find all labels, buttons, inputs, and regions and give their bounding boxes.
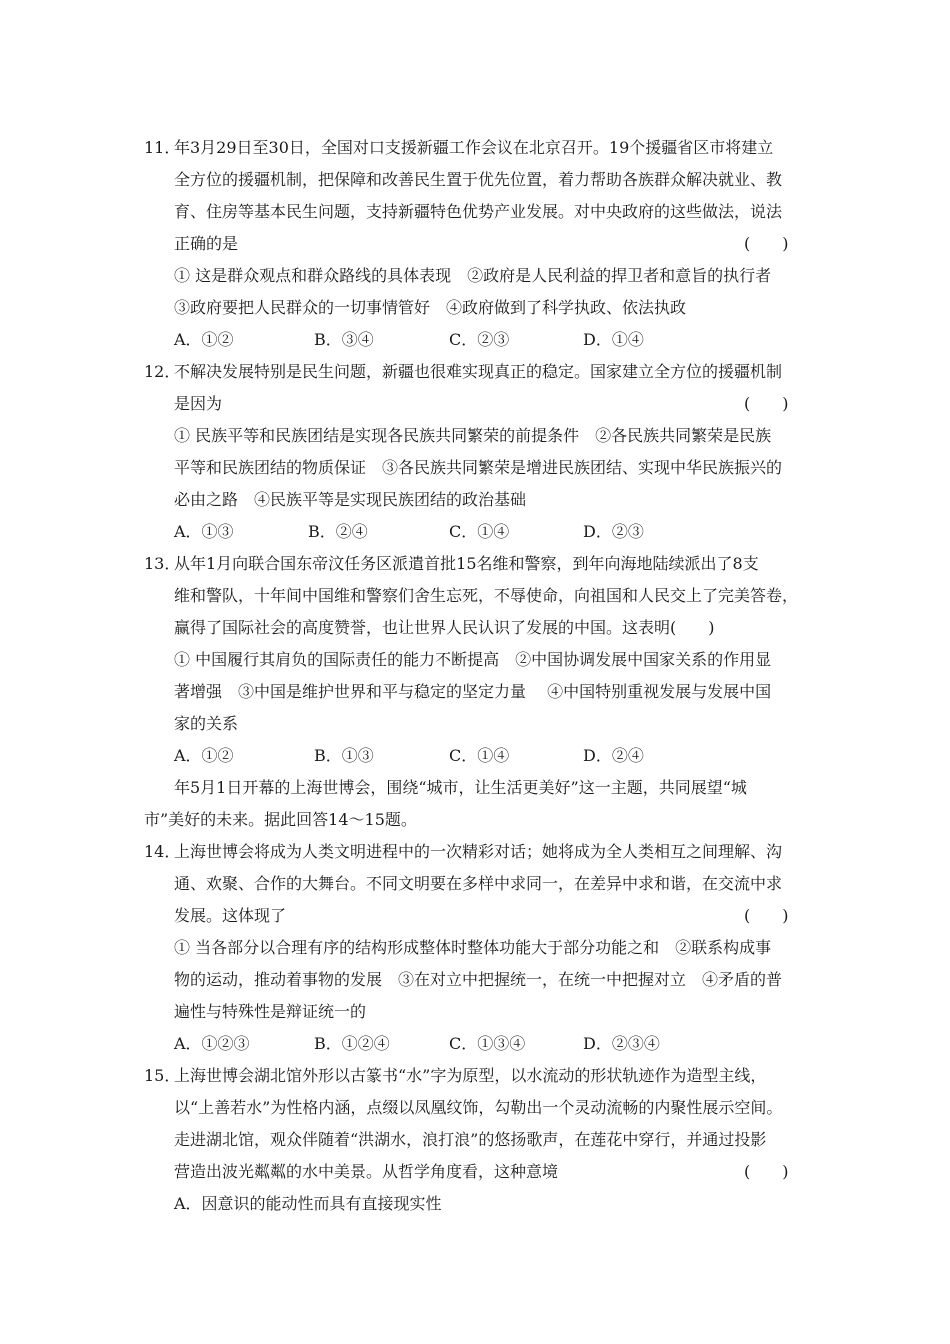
question-15-option-a: A．因意识的能动性而具有直接现实性 [174, 1194, 442, 1213]
question-13-option-d: D．②④ [583, 746, 644, 765]
question-12-option-b: B．②④ [308, 522, 368, 541]
question-13-number: 13． [144, 554, 181, 573]
question-13-line-2: 维和警队，十年间中国维和警察们舍生忘死，不辱使命，向祖国和人民交上了完美答卷， [174, 586, 799, 605]
question-14-line-3: 发展。这体现了 [174, 906, 287, 925]
question-11-line-2: 全方位的援疆机制，把保障和改善民生置于优先位置，着力帮助各族群众解决就业、教 [174, 170, 783, 189]
question-13-statement-3: 家的关系 [174, 714, 239, 733]
question-11-statement-1: ① 这是群众观点和群众路线的具体表现 ②政府是人民利益的捍卫者和意旨的执行者 [174, 266, 772, 285]
question-14-number: 14． [144, 842, 181, 861]
question-14-statement-2: 物的运动，推动着事物的发展 ③在对立中把握统一，在统一中把握对立 ④矛盾的普 [174, 970, 783, 989]
question-11-statement-2: ③政府要把人民群众的一切事情管好 ④政府做到了科学执政、依法执政 [174, 298, 687, 317]
question-11-option-b: B．③④ [314, 330, 374, 349]
question-13-option-c: C．①④ [449, 746, 510, 765]
question-11-option-c: C．②③ [449, 330, 510, 349]
question-11-line-3: 育、住房等基本民生问题，支持新疆特色优势产业发展。对中央政府的这些做法，说法 [174, 202, 783, 221]
question-14-option-c: C．①③④ [449, 1034, 526, 1053]
question-13-line-3: 赢得了国际社会的高度赞誉，也让世界人民认识了发展的中国。这表明( ) [174, 618, 715, 637]
question-12-option-d: D．②③ [583, 522, 644, 541]
intro-line-1: 年5月1日开幕的上海世博会，围绕“城市，让生活更美好”这一主题，共同展望“城 [174, 778, 747, 797]
question-11-answer-paren: ( ) [744, 234, 789, 253]
question-14-option-d: D．②③④ [583, 1034, 660, 1053]
question-15-line-1: 上海世博会湖北馆外形以古篆书“水”字为原型，以水流动的形状轨迹作为造型主线， [174, 1066, 767, 1085]
question-11-option-d: D．①④ [583, 330, 644, 349]
question-14-option-a: A．①②③ [174, 1034, 250, 1053]
question-12-statement-1: ① 民族平等和民族团结是实现各民族共同繁荣的前提条件 ②各民族共同繁荣是民族 [174, 426, 772, 445]
question-11-line-4: 正确的是 [174, 234, 239, 253]
question-13-line-1: 从年1月向联合国东帝汶任务区派遣首批15名维和警察，到年向海地陆续派出了8支 [174, 554, 759, 573]
question-14-line-2: 通、欢聚、合作的大舞台。不同文明要在多样中求同一，在差异中求和谐，在交流中求 [174, 874, 783, 893]
question-14-answer-paren: ( ) [744, 906, 789, 925]
question-11-line-1: 年3月29日至30日，全国对口支援新疆工作会议在北京召开。19个援疆省区市将建立 [174, 138, 774, 157]
question-12-answer-paren: ( ) [744, 394, 789, 413]
question-12-option-c: C．①④ [449, 522, 510, 541]
question-12-number: 12． [144, 362, 181, 381]
question-12-line-2: 是因为 [174, 394, 223, 413]
question-12-line-1: 不解决发展特别是民生问题，新疆也很难实现真正的稳定。国家建立全方位的援疆机制 [174, 362, 783, 381]
question-14-statement-1: ① 当各部分以合理有序的结构形成整体时整体功能大于部分功能之和 ②联系构成事 [174, 938, 772, 957]
question-14-line-1: 上海世博会将成为人类文明进程中的一次精彩对话；她将成为全人类相互之间理解、沟 [174, 842, 783, 861]
question-13-option-a: A．①② [174, 746, 234, 765]
question-12-statement-2: 平等和民族团结的物质保证 ③各民族共同繁荣是增进民族团结、实现中华民族振兴的 [174, 458, 783, 477]
question-11-number: 11． [144, 138, 181, 157]
intro-line-2: 市”美好的未来。据此回答14～15题。 [144, 810, 417, 829]
question-15-line-3: 走进湖北馆，观众伴随着“洪湖水，浪打浪”的悠扬歌声，在莲花中穿行，并通过投影 [174, 1130, 767, 1149]
question-14-statement-3: 遍性与特殊性是辩证统一的 [174, 1002, 367, 1021]
question-14-option-b: B．①②④ [314, 1034, 390, 1053]
question-12-statement-3: 必由之路 ④民族平等是实现民族团结的政治基础 [174, 490, 527, 509]
question-15-number: 15． [144, 1066, 181, 1085]
question-12-option-a: A．①③ [174, 522, 234, 541]
question-13-statement-2: 著增强 ③中国是维护世界和平与稳定的坚定力量 ④中国特别重视发展与发展中国 [174, 682, 772, 701]
question-11-option-a: A．①② [174, 330, 234, 349]
question-15-line-2: 以“上善若水”为性格内涵，点缀以凤凰纹饰，勾勒出一个灵动流畅的内聚性展示空间。 [174, 1098, 783, 1117]
question-13-option-b: B．①③ [314, 746, 374, 765]
question-15-answer-paren: ( ) [744, 1162, 789, 1181]
question-15-line-4: 营造出波光粼粼的水中美景。从哲学角度看，这种意境 [174, 1162, 559, 1181]
question-13-statement-1: ① 中国履行其肩负的国际责任的能力不断提高 ②中国协调发展中国家关系的作用显 [174, 650, 772, 669]
